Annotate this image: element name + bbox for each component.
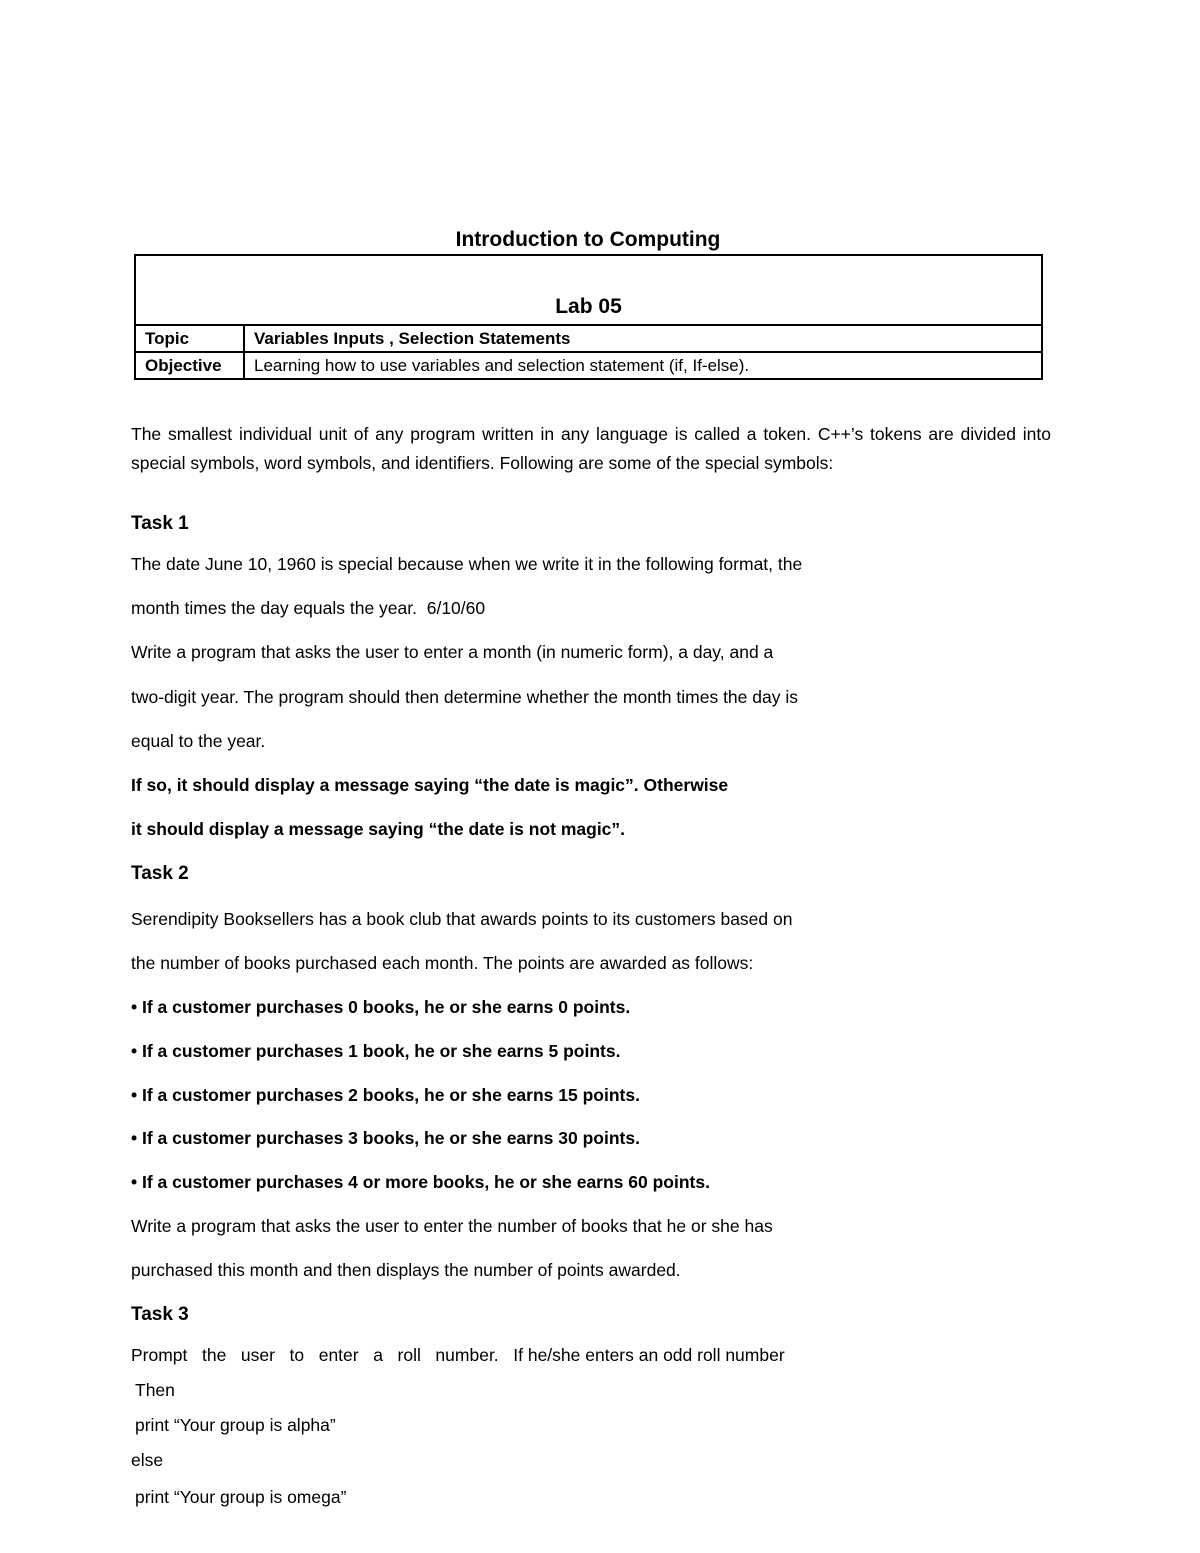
task2-line: Serendipity Booksellers has a book club that awards points to its customers based on	[131, 909, 793, 929]
task1-bold-line: If so, it should display a message saying “the date is magic”. Otherwise	[131, 775, 729, 795]
document-title: Introduction to Computing	[455, 228, 721, 251]
task2-heading: Task 2	[131, 863, 189, 884]
task3-print-omega: print “Your group is omega”	[135, 1487, 347, 1507]
task1-line: equal to the year.	[131, 731, 266, 751]
task2-line: the number of books purchased each month. The points are awarded as follows:	[131, 953, 754, 973]
task3-heading: Task 3	[131, 1304, 189, 1325]
task2-bullet: • If a customer purchases 1 book, he or she earns 5 points.	[131, 1041, 621, 1061]
task3-then: Then	[135, 1380, 175, 1400]
objective-label: Objective	[135, 352, 244, 379]
task1-line: Write a program that asks the user to enter a month (in numeric form), a day, and a	[131, 642, 774, 662]
task2-bullet: • If a customer purchases 0 books, he or she earns 0 points.	[131, 997, 631, 1017]
topic-row	[135, 325, 1042, 352]
objective-value: Learning how to use variables and selection statement (if, If-else).	[244, 352, 1042, 379]
task2-bullet: • If a customer purchases 3 books, he or she earns 30 points.	[131, 1128, 640, 1148]
topic-label: Topic	[135, 325, 244, 352]
task1-heading: Task 1	[131, 513, 189, 534]
task3-prompt: Prompt the user to enter a roll number. If he/she enters an odd roll number	[131, 1345, 785, 1365]
task2-closing-line: Write a program that asks the user to enter the number of books that he or she has	[131, 1216, 773, 1236]
task1-line: The date June 10, 1960 is special because when we write it in the following format, the	[131, 554, 803, 574]
task2-bullet: • If a customer purchases 2 books, he or she earns 15 points.	[131, 1085, 640, 1105]
task3-else: else	[131, 1450, 164, 1470]
task2-bullet: • If a customer purchases 4 or more books, he or she earns 60 points.	[131, 1172, 710, 1192]
lab-number-cell: Lab 05	[135, 255, 1042, 325]
task1-bold-line: it should display a message saying “the date is not magic”.	[131, 819, 626, 839]
topic-value: Variables Inputs , Selection Statements	[244, 325, 1042, 352]
intro-paragraph: The smallest individual unit of any program written in any language is called a token. C++’s tokens are divided into special symbols, word symbols, and identifiers. Following are some of the special symbols:	[131, 424, 1051, 473]
task2-closing-line: purchased this month and then displays the number of points awarded.	[131, 1260, 681, 1280]
task3-print-alpha: print “Your group is alpha”	[135, 1415, 336, 1435]
task1-line: two-digit year. The program should then determine whether the month times the day is	[131, 687, 798, 707]
lab-info-table	[134, 254, 1043, 380]
task1-line: month times the day equals the year. 6/10/60	[131, 598, 486, 618]
objective-row	[135, 352, 1042, 379]
